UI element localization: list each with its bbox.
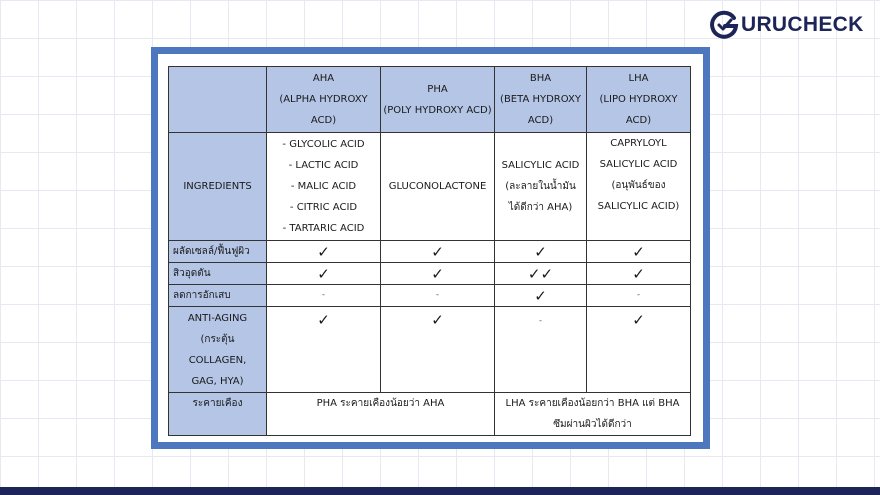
table-row-exfoliation xyxy=(169,241,691,263)
ingredients-lha: CAPRYLOYL SALICYLIC ACID (อนุพันธ์ของ SALICYLIC ACID) xyxy=(587,133,691,241)
g-check-icon xyxy=(708,9,740,41)
row-label-exfoliation: ผลัดเซลล์/ฟื้นฟูผิว xyxy=(169,241,267,263)
table-row-anti-aging xyxy=(169,307,691,393)
acid-comparison-table xyxy=(168,66,691,436)
logo-text: URUCHECK xyxy=(741,13,864,36)
check-mark-cell: ✓ xyxy=(587,241,691,263)
dash-cell: - xyxy=(381,285,495,307)
header-row xyxy=(169,67,691,133)
ingredients-bha: SALICYLIC ACID (ละลายในน้ำมัน ได้ดีกว่า AHA) xyxy=(495,133,587,241)
check-mark-cell: ✓ xyxy=(587,263,691,285)
header-empty-cell xyxy=(169,67,267,133)
header-aha: AHA (ALPHA HYDROXY ACD) xyxy=(267,67,381,133)
check-mark-cell: ✓ xyxy=(381,307,495,393)
ingredients-row xyxy=(169,133,691,241)
dash-cell: - xyxy=(587,285,691,307)
row-label-clogged-pores: สิวอุดตัน xyxy=(169,263,267,285)
header-bha: BHA (BETA HYDROXY ACD) xyxy=(495,67,587,133)
dash-cell: - xyxy=(495,307,587,393)
header-pha: PHA (POLY HYDROXY ACD) xyxy=(381,67,495,133)
table-frame xyxy=(151,47,710,449)
dash-cell: - xyxy=(267,285,381,307)
row-label-irritation: ระคายเคือง xyxy=(169,393,267,436)
header-lha: LHA (LIPO HYDROXY ACD) xyxy=(587,67,691,133)
table-row-anti-inflammation xyxy=(169,285,691,307)
irritation-pha-note: PHA ระคายเคืองน้อยว่า AHA xyxy=(267,393,495,436)
check-mark-cell: ✓ xyxy=(267,263,381,285)
ingredients-pha: GLUCONOLACTONE xyxy=(381,133,495,241)
row-label-anti-aging: ANTI-AGING (กระตุ้น COLLAGEN, GAG, HYA) xyxy=(169,307,267,393)
check-mark-cell: ✓ xyxy=(495,285,587,307)
check-mark-cell: ✓ xyxy=(267,307,381,393)
footer-bar xyxy=(0,487,880,495)
table-panel xyxy=(158,54,703,442)
check-mark-cell: ✓ xyxy=(495,241,587,263)
irritation-lha-note: LHA ระคายเคืองน้อยกว่า BHA แต่ BHA ซึมผ่านผิวได้ดีกว่า xyxy=(495,393,691,436)
check-mark-cell: ✓ xyxy=(381,241,495,263)
table-row-irritation xyxy=(169,393,691,436)
gurucheck-logo xyxy=(708,8,864,42)
ingredients-aha: - GLYCOLIC ACID - LACTIC ACID - MALIC ACID - CITRIC ACID - TARTARIC ACID xyxy=(267,133,381,241)
row-label-ingredients: INGREDIENTS xyxy=(169,133,267,241)
check-mark-cell: ✓ xyxy=(587,307,691,393)
check-mark-cell: ✓ xyxy=(381,263,495,285)
check-mark-cell: ✓ xyxy=(267,241,381,263)
double-check-mark-cell: ✓✓ xyxy=(495,263,587,285)
table-row-clogged-pores xyxy=(169,263,691,285)
row-label-anti-inflammation: ลดการอักเสบ xyxy=(169,285,267,307)
